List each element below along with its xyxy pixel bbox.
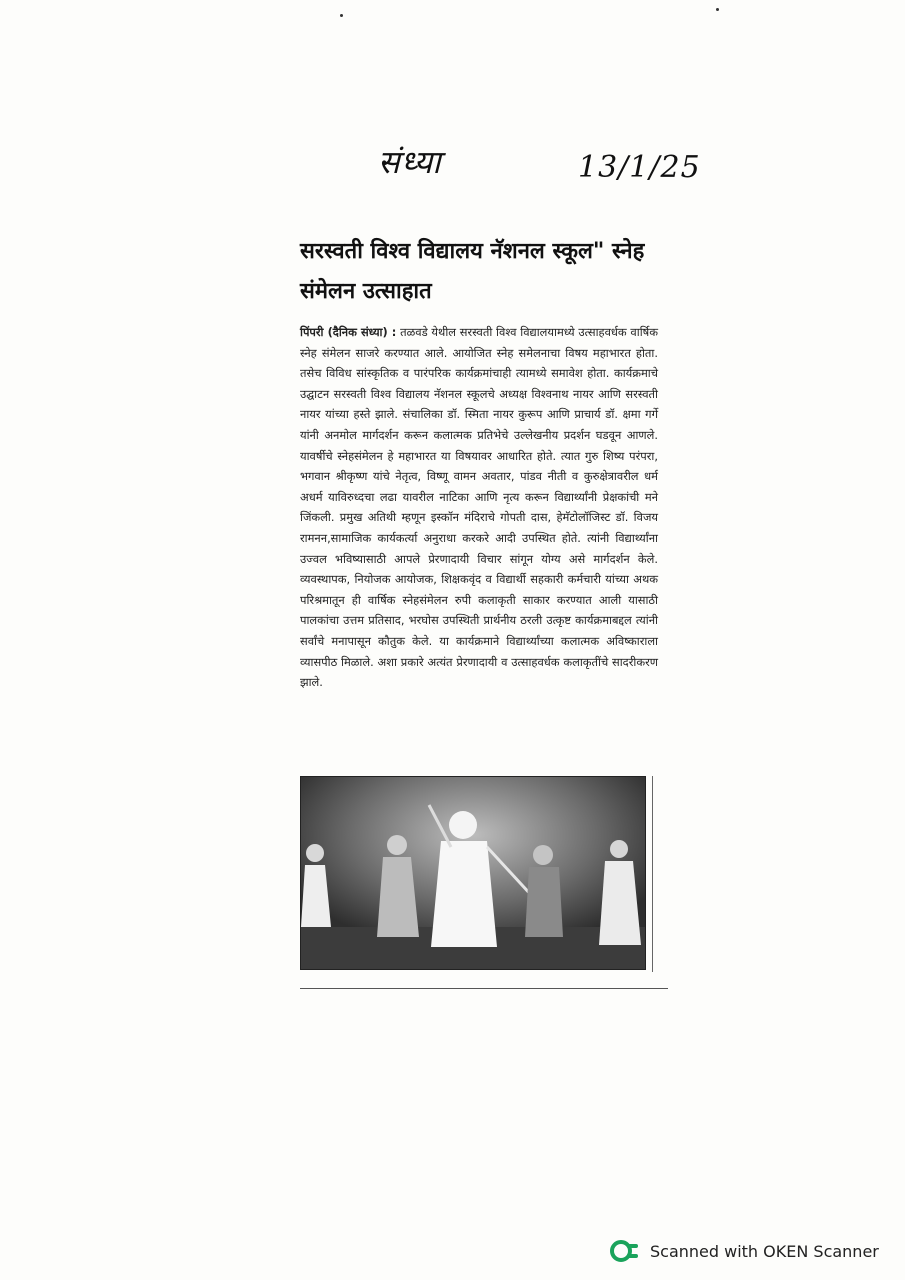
scan-speck [340, 14, 343, 17]
scanner-watermark [610, 1238, 879, 1264]
article-photo [300, 776, 646, 970]
article-dateline: पिंपरी (दैनिक संध्या) : [300, 325, 397, 339]
oken-scanner-logo-icon [610, 1240, 640, 1262]
scan-speck [716, 8, 719, 11]
article-bottom-rule [300, 988, 668, 989]
stage-performance-image [301, 777, 645, 969]
article-headline: सरस्वती विश्व विद्यालय नॅशनल स्कूल" स्नेह संमेलन उत्साहात [300, 239, 645, 304]
article-body-block [300, 322, 658, 693]
handwritten-date: 13/1/25 [578, 150, 701, 185]
column-rule [652, 776, 653, 972]
scanner-watermark-text: Scanned with OKEN Scanner [650, 1241, 879, 1261]
handwritten-paper-name: संध्या [378, 143, 442, 181]
article-body: तळवडे येथील सरस्वती विश्व विद्यालयामध्ये उत्साहवर्धक वार्षिक स्नेह संमेलन साजरे करण्यात आले. आयोजित स्नेह समेलनाचा विषय महाभारत होता. तसेच विविध सांस्कृतिक व पारंपरिक कार्यक्रमांचाही त्यामध्ये समावेश होता. कार्यक्रमाचे उद्घाटन सरस्वती विश्व विद्यालय नॅशनल स्कूलचे अध्यक्ष विश्वनाथ नायर आणि सरस्वती नायर यांच्या हस्ते झाले. संचालिका डॉ. स्मिता नायर कुरूप आणि प्राचार्य डॉ. क्षमा गर्गे यांनी अनमोल मार्गदर्शन करून कलात्मक प्रतिभेचे उल्लेखनीय प्रदर्शन घडवून आणले. यावर्षीचे स्नेहसंमेलन हे महाभारत या विषयावर आधारित होते. त्यात गुरु शिष्य परंपरा, भगवान श्रीकृष्ण यांचे नेतृत्व, विष्णू वामन अवतार, पांडव नीती व कुरुक्षेत्रावरील धर्म अधर्म याविरुध्दचा लढा यावरील नाटिका आणि नृत्य करून विद्यार्थ्यांनी प्रेक्षकांची मने जिंकली. प्रमुख अतिथी म्हणून इस्कॉन मंदिराचे गोपती दास, हेमॅटोलॉजिस्ट डॉ. विजय रामनन,सामाजिक कार्यकर्त्या अनुराधा करकरे आदी उपस्थित होते. त्यांनी विद्यार्थ्यांना उज्वल भविष्यासाठी आपले प्रेरणादायी विचार सांगून योग्य असे मार्गदर्शन केले. व्यवस्थापक, नियोजक आयोजक, शिक्षकवृंद व विद्यार्थी सहकारी कर्मचारी यांच्या अथक परिश्रमातून ही वार्षिक स्नेहसंमेलन रुपी कलाकृती साकार करण्यात आली यासाठी पालकांचा उत्तम प्रतिसाद, भरघोस उपस्थिती प्रार्थनीय ठरली उत्कृष्ट कार्यक्रमाबद्दल त्यांनी सर्वांचे मनापासून कौतुक केले. या कार्यक्रमाने विद्यार्थ्यांच्या कलात्मक अविष्काराला व्यासपीठ मिळाले. अशा प्रकारे अत्यंत प्रेरणादायी व उत्साहवर्धक कलाकृतींचे सादरीकरण झाले. [300, 325, 658, 690]
